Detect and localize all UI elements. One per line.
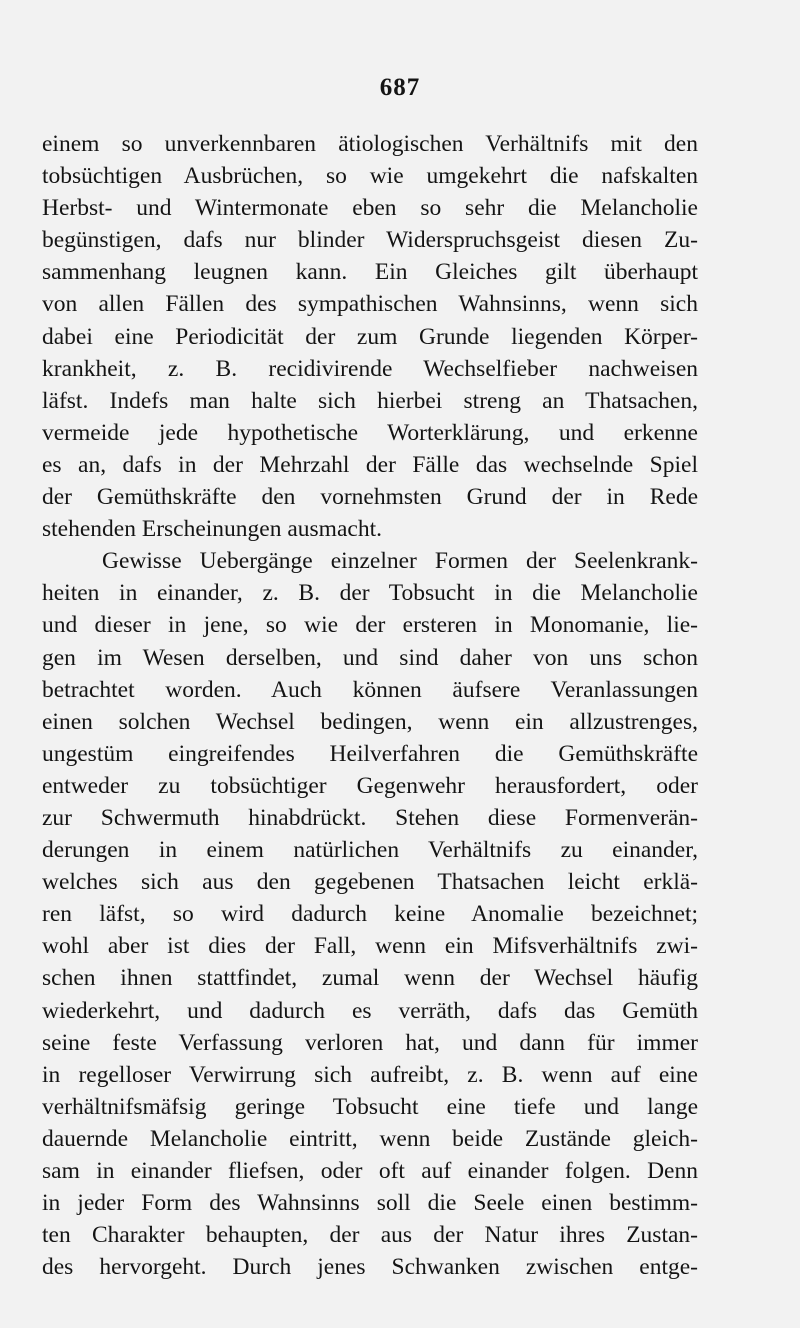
- text-line: Herbst- und Wintermonate eben so sehr die Melancholie: [42, 195, 698, 222]
- text-line: entweder zu tobsüchtiger Gegenwehr herausfordert, oder: [42, 772, 698, 799]
- text-line: verhältnifsmäfsig geringe Tobsucht eine tiefe und lange: [42, 1093, 698, 1120]
- body-text: [42, 128, 698, 1283]
- text-line: und dieser in jene, so wie der ersteren in Monomanie, lie-: [42, 612, 698, 639]
- page-number: 687: [379, 74, 421, 101]
- text-line: schen ihnen stattfindet, zumal wenn der Wechsel häufig: [42, 965, 698, 992]
- text-line: tobsüchtigen Ausbrüchen, so wie umgekehrt die nafskalten: [42, 163, 698, 190]
- text-line: seine feste Verfassung verloren hat, und dann für immer: [42, 1029, 698, 1056]
- text-line: zur Schwermuth hinabdrückt. Stehen diese Formenverän-: [42, 804, 698, 831]
- text-line: in regelloser Verwirrung sich aufreibt, z. B. wenn auf eine: [42, 1061, 698, 1088]
- text-line: einem so unverkennbaren ätiologischen Verhältnifs mit den: [42, 131, 698, 157]
- text-line: vermeide jede hypothetische Worterklärung, und erkenne: [42, 419, 698, 446]
- text-line: welches sich aus den gegebenen Thatsachen leicht erklä-: [42, 869, 698, 896]
- text-line: wiederkehrt, und dadurch es verräth, dafs das Gemüth: [42, 997, 698, 1024]
- text-line: stehenden Erscheinungen ausmacht.: [42, 516, 382, 543]
- text-line: ten Charakter behaupten, der aus der Natur ihres Zustan-: [42, 1222, 698, 1249]
- text-line: sam in einander fliefsen, oder oft auf einander folgen. Denn: [42, 1158, 698, 1184]
- text-line: einen solchen Wechsel bedingen, wenn ein allzustrenges,: [42, 708, 698, 735]
- text-line: des hervorgeht. Durch jenes Schwanken zwischen entge-: [42, 1254, 698, 1281]
- text-line: betrachtet worden. Auch können äufsere Veranlassungen: [42, 676, 698, 703]
- text-line: ren läfst, so wird dadurch keine Anomalie bezeichnet;: [42, 901, 698, 928]
- text-line: derungen in einem natürlichen Verhältnifs zu einander,: [42, 837, 698, 864]
- text-line: der Gemüthskräfte den vornehmsten Grund der in Rede: [42, 484, 698, 511]
- text-line: läfst. Indefs man halte sich hierbei streng an Thatsachen,: [42, 387, 698, 414]
- text-line: Gewisse Uebergänge einzelner Formen der Seelenkrank-: [102, 548, 698, 575]
- text-line: dauernde Melancholie eintritt, wenn beide Zustände gleich-: [42, 1125, 698, 1152]
- text-line: gen im Wesen derselben, und sind daher von uns schon: [42, 644, 698, 671]
- text-line: sammenhang leugnen kann. Ein Gleiches gilt überhaupt: [42, 259, 698, 286]
- text-line: krankheit, z. B. recidivirende Wechselfieber nachweisen: [42, 355, 698, 382]
- text-line: es an, dafs in der Mehrzahl der Fälle das wechselnde Spiel: [42, 451, 698, 478]
- text-line: ungestüm eingreifendes Heilverfahren die Gemüthskräfte: [42, 740, 698, 767]
- text-line: wohl aber ist dies der Fall, wenn ein Mifsverhältnifs zwi-: [42, 933, 698, 960]
- text-line: von allen Fällen des sympathischen Wahnsinns, wenn sich: [42, 291, 698, 318]
- text-line: heiten in einander, z. B. der Tobsucht in die Melancholie: [42, 580, 698, 607]
- text-line: in jeder Form des Wahnsinns soll die Seele einen bestimm-: [42, 1190, 698, 1217]
- text-line: dabei eine Periodicität der zum Grunde liegenden Körper-: [42, 323, 698, 350]
- text-line: begünstigen, dafs nur blinder Widerspruchsgeist diesen Zu-: [42, 227, 698, 254]
